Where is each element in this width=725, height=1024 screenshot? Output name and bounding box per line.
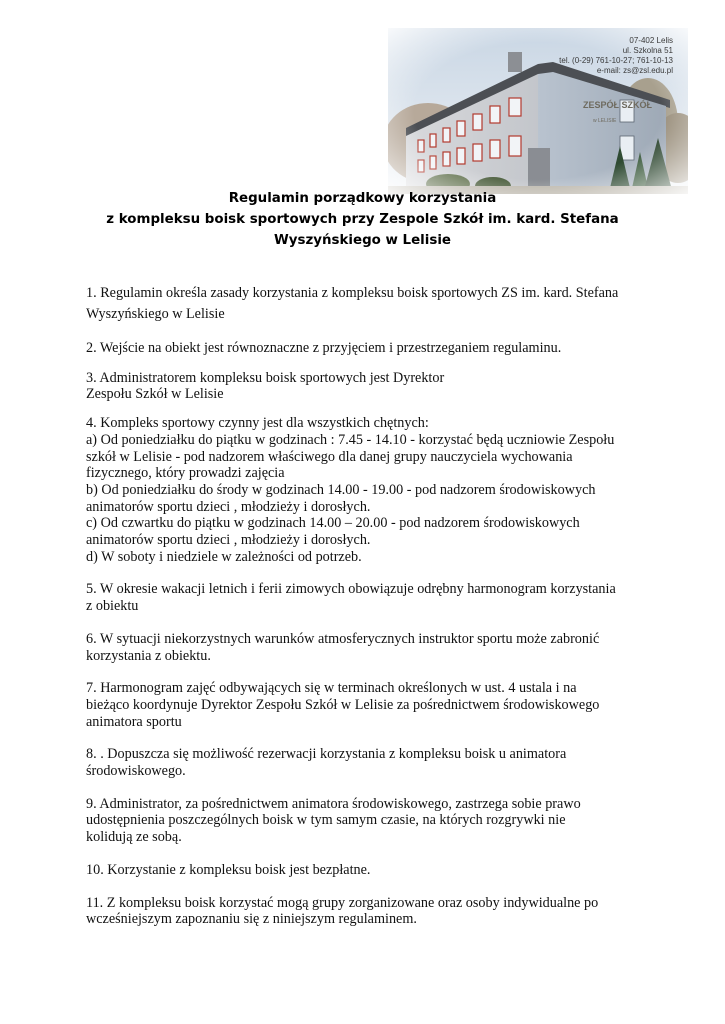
document-title bbox=[90, 188, 635, 251]
rule-11 bbox=[86, 895, 646, 928]
rule-4-line: b) Od poniedziałku do środy w godzinach 14.00 - 19.00 - pod nadzorem środowiskowych bbox=[86, 481, 596, 498]
rule-9-line: kolidują ze sobą. bbox=[86, 829, 182, 846]
rule-2-line: 2. Wejście na obiekt jest równoznaczne z przyjęciem i przestrzeganiem regulaminu. bbox=[86, 340, 562, 356]
rule-4-line: animatorów sportu dzieci , młodzieży i dorosłych. bbox=[86, 532, 371, 549]
rule-4-line: d) W soboty i niedziele w zależności od potrzeb. bbox=[86, 548, 362, 565]
regulations-body bbox=[86, 283, 646, 928]
title-line-1: Regulamin porządkowy korzystania bbox=[228, 191, 497, 206]
rule-4-line: fizycznego, który prowadzi zajęcia bbox=[86, 465, 285, 482]
rule-10-line: 10. Korzystanie z kompleksu boisk jest bezpłatne. bbox=[86, 861, 371, 878]
rule-8-line: środowiskowego. bbox=[86, 763, 186, 780]
rule-4-line: szkół w Lelisie - pod nadzorem właściwego dla danej grupy nauczyciela wychowania bbox=[86, 448, 573, 465]
rule-7-line: 7. Harmonogram zajęć odbywających się w terminach określonych w ust. 4 ustala i na bbox=[86, 680, 577, 697]
rule-4-line: a) Od poniedziałku do piątku w godzinach : 7.45 - 14.10 - korzystać będą uczniowie Zespołu bbox=[86, 431, 615, 448]
rule-11-line: 11. Z kompleksu boisk korzystać mogą grupy zorganizowane oraz osoby indywidualne po bbox=[86, 894, 599, 911]
rule-1-line: 1. Regulamin określa zasady korzystania z kompleksu boisk sportowych ZS im. kard. Stefana bbox=[86, 285, 619, 301]
rule-7-line: bieżąco koordynuje Dyrektor Zespołu Szkół w Lelisie za pośrednictwem środowiskowego bbox=[86, 696, 600, 713]
contact-info bbox=[559, 36, 673, 76]
contact-street: ul. Szkolna 51 bbox=[622, 46, 673, 55]
rule-9-line: udostępnienia poszczególnych boisk w tym samym czasie, na których rozgrywki nie bbox=[86, 812, 566, 829]
rule-6-line: korzystania z obiektu. bbox=[86, 647, 211, 664]
rule-6 bbox=[86, 631, 646, 664]
rule-2 bbox=[86, 340, 646, 357]
rule-1 bbox=[86, 283, 646, 325]
rule-1-line: Wyszyńskiego w Lelisie bbox=[86, 306, 225, 322]
rule-9 bbox=[86, 796, 646, 846]
rule-7-line: animatora sportu bbox=[86, 713, 182, 730]
rule-7 bbox=[86, 680, 646, 730]
contact-phone: tel. (0-29) 761-10-27; 761-10-13 bbox=[559, 56, 673, 65]
rule-5-line: 5. W okresie wakacji letnich i ferii zimowych obowiązuje odrębny harmonogram korzystania bbox=[86, 581, 616, 598]
rule-3 bbox=[86, 370, 646, 403]
rule-8 bbox=[86, 746, 646, 779]
rule-11-line: wcześniejszym zapoznaniu się z niniejszym regulaminem. bbox=[86, 911, 417, 928]
rule-5 bbox=[86, 581, 646, 614]
contact-postal: 07-402 Lelis bbox=[629, 36, 673, 45]
contact-email: e-mail: zs@zsl.edu.pl bbox=[596, 66, 673, 75]
rule-10 bbox=[86, 862, 646, 879]
rule-4 bbox=[86, 415, 646, 565]
rule-8-line: 8. . Dopuszcza się możliwość rezerwacji korzystania z kompleksu boisk u animatora bbox=[86, 746, 567, 763]
title-line-3: Wyszyńskiego w Lelisie bbox=[274, 233, 451, 248]
rule-9-line: 9. Administrator, za pośrednictwem animatora środowiskowego, zastrzega sobie prawo bbox=[86, 795, 581, 812]
rule-5-line: z obiektu bbox=[86, 598, 139, 615]
rule-4-line: c) Od czwartku do piątku w godzinach 14.00 – 20.00 - pod nadzorem środowiskowych bbox=[86, 515, 580, 532]
rule-4-line: animatorów sportu dzieci , młodzieży i dorosłych. bbox=[86, 498, 371, 515]
title-line-2: z kompleksu boisk sportowych przy Zespole Szkół im. kard. Stefana bbox=[106, 212, 619, 227]
rule-3-line: 3. Administratorem kompleksu boisk sportowych jest Dyrektor bbox=[86, 369, 445, 386]
rule-4-line: 4. Kompleks sportowy czynny jest dla wszystkich chętnych: bbox=[86, 415, 429, 432]
rule-6-line: 6. W sytuacji niekorzystnych warunków atmosferycznych instruktor sportu może zabronić bbox=[86, 630, 600, 647]
rule-3-line: Zespołu Szkół w Lelisie bbox=[86, 386, 224, 403]
